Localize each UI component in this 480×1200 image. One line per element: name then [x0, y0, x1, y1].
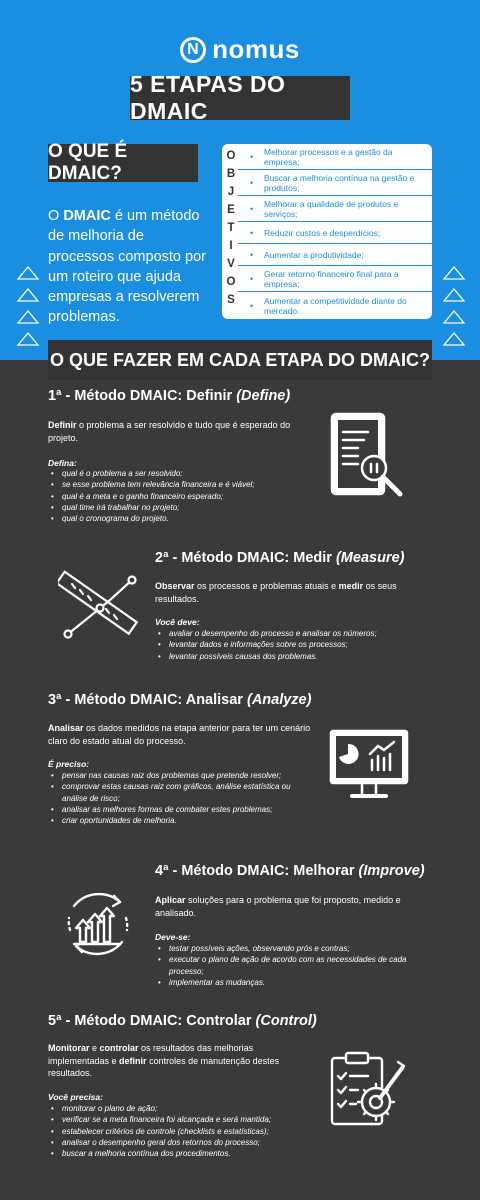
list-item: • analisar o desempenho geral dos retornos do processo;	[48, 1137, 318, 1148]
text: os seus resultados.	[155, 581, 397, 604]
page-title: 5 ETAPAS DO DMAIC	[130, 76, 350, 120]
strong: controlar	[99, 1043, 139, 1053]
obj-letter: B	[226, 168, 236, 180]
step-title-en: (Improve)	[358, 863, 425, 879]
step-4-desc	[155, 894, 423, 919]
list-item: • qual time irá trabalhar no projeto;	[48, 502, 308, 513]
obj-letter: O	[226, 150, 236, 162]
obj-letter: O	[226, 276, 236, 288]
objective-item: • Aumentar a competitividade diante do mercado.	[238, 292, 432, 319]
list-item: • qual o cronograma do projeto.	[48, 513, 308, 524]
clipboard-search-icon	[328, 410, 408, 500]
list-item: • monitorar o plano de ação;	[48, 1103, 318, 1114]
step-title-text: 3ª - Método DMAIC: Analisar	[48, 692, 247, 708]
step-1-title	[48, 388, 290, 404]
step-3-label: É preciso:	[48, 759, 90, 769]
desc-strong: DMAIC	[63, 208, 111, 224]
steps-banner: O QUE FAZER EM CADA ETAPA DO DMAIC?	[48, 340, 432, 380]
objective-item: • Melhorar processos e a gestão da empresa;	[238, 144, 432, 170]
step-2-desc	[155, 580, 420, 605]
step-1-desc	[48, 419, 308, 444]
step-5-list	[48, 1103, 318, 1159]
text: o problema a ser resolvido e tudo que é esperado do projeto.	[48, 420, 291, 443]
step-title-en: (Define)	[236, 388, 291, 404]
strong: medir	[338, 581, 364, 591]
list-item: • se esse problema tem relevância financeira e é viável;	[48, 479, 308, 490]
step-2-list	[155, 628, 430, 662]
list-item: • estabelecer critérios de controle (checklists e estatísticas);	[48, 1126, 318, 1137]
step-5-desc	[48, 1042, 313, 1080]
step-title-text: 1ª - Método DMAIC: Definir	[48, 388, 237, 404]
list-item: • buscar a melhoria contínua dos procedimentos.	[48, 1148, 318, 1159]
ruler-measure-icon	[58, 570, 142, 642]
growth-cycle-icon	[60, 886, 136, 962]
text: os dados medidos na etapa anterior para ter um cenário claro do estado atual do processo.	[48, 723, 311, 746]
objective-item: • Reduzir custos e desperdícios;	[238, 222, 432, 244]
objectives-list	[238, 144, 432, 319]
objectives-vertical-label	[224, 150, 238, 312]
step-5-label: Você precisa:	[48, 1092, 103, 1102]
obj-letter: I	[229, 240, 233, 252]
triangle-decor-right-icon	[442, 265, 466, 365]
step-title-text: 5ª - Método DMAIC: Controlar	[48, 1013, 256, 1029]
step-title-text: 4ª - Método DMAIC: Melhorar	[155, 863, 359, 879]
list-item: • avaliar o desempenho do processo e analisar os números;	[155, 628, 430, 639]
monitor-chart-icon	[328, 728, 410, 802]
step-3-title	[48, 692, 311, 708]
text: soluções para o problema que foi proposto, medido e analisado.	[155, 895, 401, 918]
list-item: • verificar se a meta financeira foi alcançada e será mantida;	[48, 1114, 318, 1125]
step-1-label: Defina:	[48, 458, 77, 468]
strong: Analisar	[48, 723, 84, 733]
text: e	[89, 1043, 100, 1053]
list-item: • comprovar estas causas raiz com gráficos, análise estatística ou análise de risco;	[48, 781, 313, 804]
text: controles de manutenção destes resultados.	[48, 1055, 280, 1078]
step-4-list	[155, 943, 425, 988]
objective-item: • Melhorar a qualidade de produtos e serviços;	[238, 196, 432, 222]
list-item: • testar possíveis ações, observando prós e contras;	[155, 943, 425, 954]
list-item: • qual é a meta e o ganho financeiro esperado;	[48, 491, 308, 502]
step-2-title	[155, 550, 404, 566]
objective-item: • Gerar retorno financeiro final para a empresa;	[238, 266, 432, 292]
text: os resultados das melhorias implementadas e	[48, 1043, 254, 1066]
strong: Aplicar	[155, 895, 186, 905]
list-item: • implementar as mudanças.	[155, 977, 425, 988]
list-item: • executar o plano de ação de acordo com as necessidades de cada processo;	[155, 954, 425, 977]
desc-prefix: O	[48, 208, 64, 224]
intro-description	[48, 206, 213, 328]
step-title-text: 2ª - Método DMAIC: Medir	[155, 550, 336, 566]
list-item: • levantar dados e informações sobre os processos;	[155, 639, 430, 650]
text: os processos e problemas atuais e	[194, 581, 339, 591]
step-title-en: (Measure)	[335, 550, 405, 566]
step-title-en: (Analyze)	[246, 692, 312, 708]
step-3-list	[48, 770, 313, 826]
list-item: • levantar possíveis causas dos problemas.	[155, 651, 430, 662]
list-item: • pensar nas causas raiz dos problemas que pretende resolver;	[48, 770, 313, 781]
obj-letter: J	[227, 186, 235, 198]
obj-letter: T	[227, 222, 235, 234]
step-4-label: Deve-se:	[155, 932, 191, 942]
step-1-list	[48, 468, 308, 524]
list-item: • analisar as melhores formas de combater estes problemas;	[48, 804, 313, 815]
objective-item: • Aumentar a produtividade;	[238, 244, 432, 266]
brand-name: nomus	[212, 34, 300, 64]
list-item: • criar oportunidades de melhoria.	[48, 815, 313, 826]
intro-heading: O QUE É DMAIC?	[48, 144, 198, 182]
strong: Monitorar	[48, 1043, 90, 1053]
step-5-title	[48, 1013, 317, 1029]
checklist-gear-icon	[328, 1050, 408, 1130]
strong: Observar	[155, 581, 195, 591]
obj-letter: S	[227, 294, 235, 306]
step-title-en: (Control)	[255, 1013, 317, 1029]
list-item: • qual é o problema a ser resolvido;	[48, 468, 308, 479]
step-2-label: Você deve:	[155, 617, 200, 627]
step-3-desc	[48, 722, 313, 747]
nomus-logo-icon: N	[180, 37, 206, 63]
strong: Definir	[48, 420, 77, 430]
triangle-decor-left-icon	[16, 265, 40, 350]
obj-letter: V	[227, 258, 235, 270]
step-4-title	[155, 863, 425, 879]
objective-item: • Buscar a melhoria contínua na gestão e produtos;	[238, 170, 432, 196]
strong: definir	[119, 1055, 147, 1066]
brand-logo	[0, 34, 480, 65]
desc-suffix: é um método de melhoria de processos composto por um roteiro que ajuda empresas a resolverem problemas.	[48, 208, 206, 326]
obj-letter: E	[227, 204, 235, 216]
